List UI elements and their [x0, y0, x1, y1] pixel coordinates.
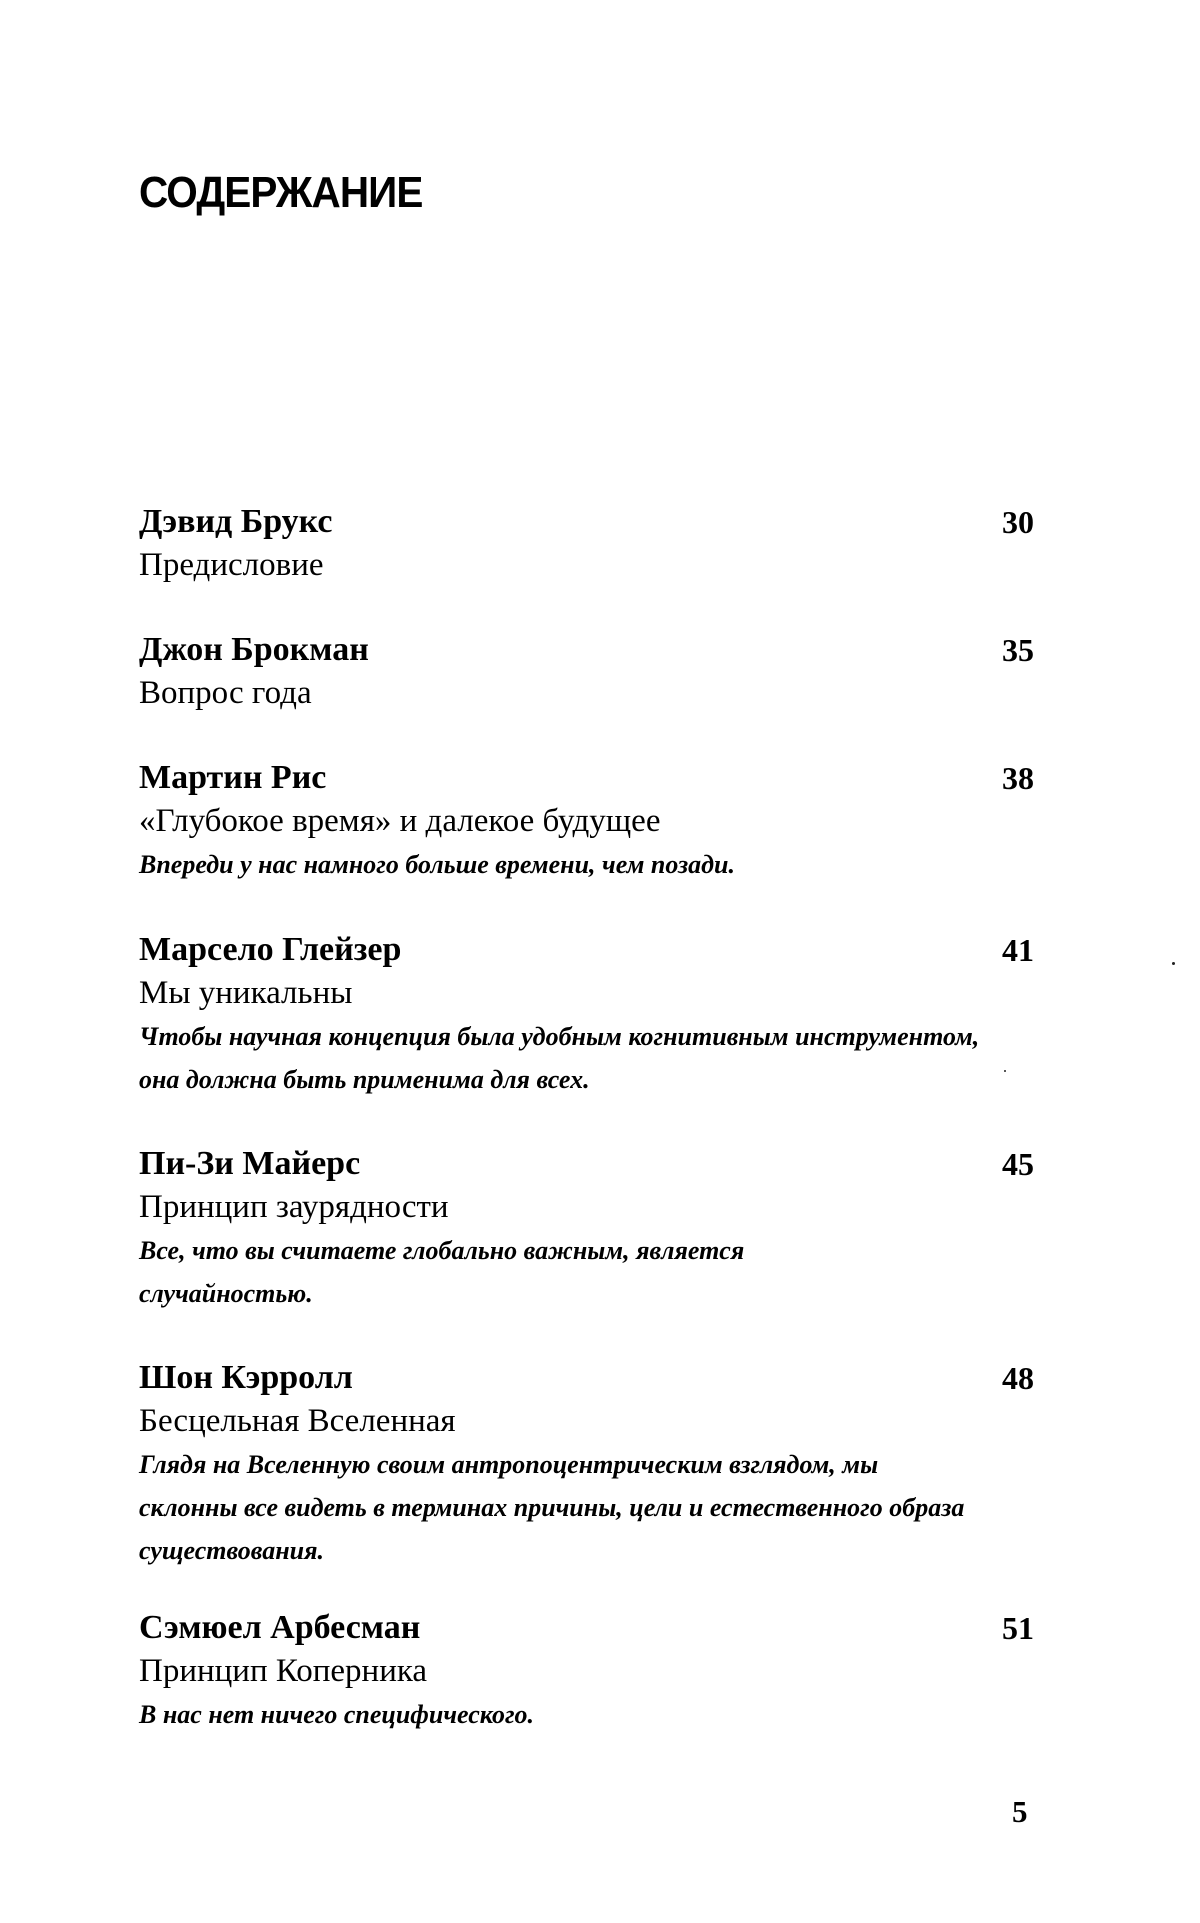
toc-entry: [139, 1142, 1034, 1315]
scan-speck: [1004, 1070, 1006, 1072]
entry-title: Предисловие: [139, 547, 324, 583]
entry-author: Шон Кэрролл: [139, 1359, 353, 1396]
page-folio: 5: [1012, 1794, 1028, 1829]
toc-entry: [139, 628, 1034, 714]
entry-title: «Глубокое время» и далекое будущее: [139, 803, 661, 839]
entry-title: Бесцельная Вселенная: [139, 1403, 456, 1439]
entry-description: Чтобы научная концепция была удобным когнитивным инструментом, она должна быть применима для всех.: [139, 1022, 980, 1094]
entry-page-number: 48: [1002, 1360, 1034, 1396]
entry-page-number: 45: [1002, 1146, 1034, 1182]
entry-description: Глядя на Вселенную своим антропоцентрическим взглядом, мы склонны все видеть в терминах причины, цели и естественного образа существования.: [139, 1450, 965, 1565]
scan-speck: [1172, 962, 1175, 965]
entry-author: Марсело Глейзер: [139, 931, 402, 968]
toc-entry: [139, 1356, 1034, 1572]
entry-description: Впереди у нас намного больше времени, чем позади.: [139, 850, 736, 879]
entry-description: В нас нет ничего специфического.: [139, 1700, 535, 1729]
entry-page-number: 30: [1002, 504, 1034, 540]
toc-entry: [139, 756, 1034, 886]
entry-title: Принцип заурядности: [139, 1189, 449, 1225]
page-heading: СОДЕРЖАНИЕ: [139, 168, 423, 217]
toc-entry: [139, 1606, 1034, 1736]
entry-author: Джон Брокман: [139, 631, 369, 668]
entry-author: Пи-Зи Майерс: [139, 1145, 361, 1182]
entry-author: Дэвид Брукс: [139, 503, 333, 540]
entry-page-number: 35: [1002, 632, 1034, 668]
entry-page-number: 51: [1002, 1610, 1034, 1646]
toc-entry: [139, 500, 1034, 586]
entry-description: Все, что вы считаете глобально важным, является случайностью.: [139, 1236, 745, 1308]
entry-title: Вопрос года: [139, 675, 312, 711]
entry-page-number: 41: [1002, 932, 1034, 968]
toc-entry: [139, 928, 1034, 1101]
entry-page-number: 38: [1002, 760, 1034, 796]
entry-title: Мы уникальны: [139, 975, 353, 1011]
entry-title: Принцип Коперника: [139, 1653, 428, 1689]
entry-author: Мартин Рис: [139, 759, 327, 796]
entry-author: Сэмюел Арбесман: [139, 1609, 421, 1646]
